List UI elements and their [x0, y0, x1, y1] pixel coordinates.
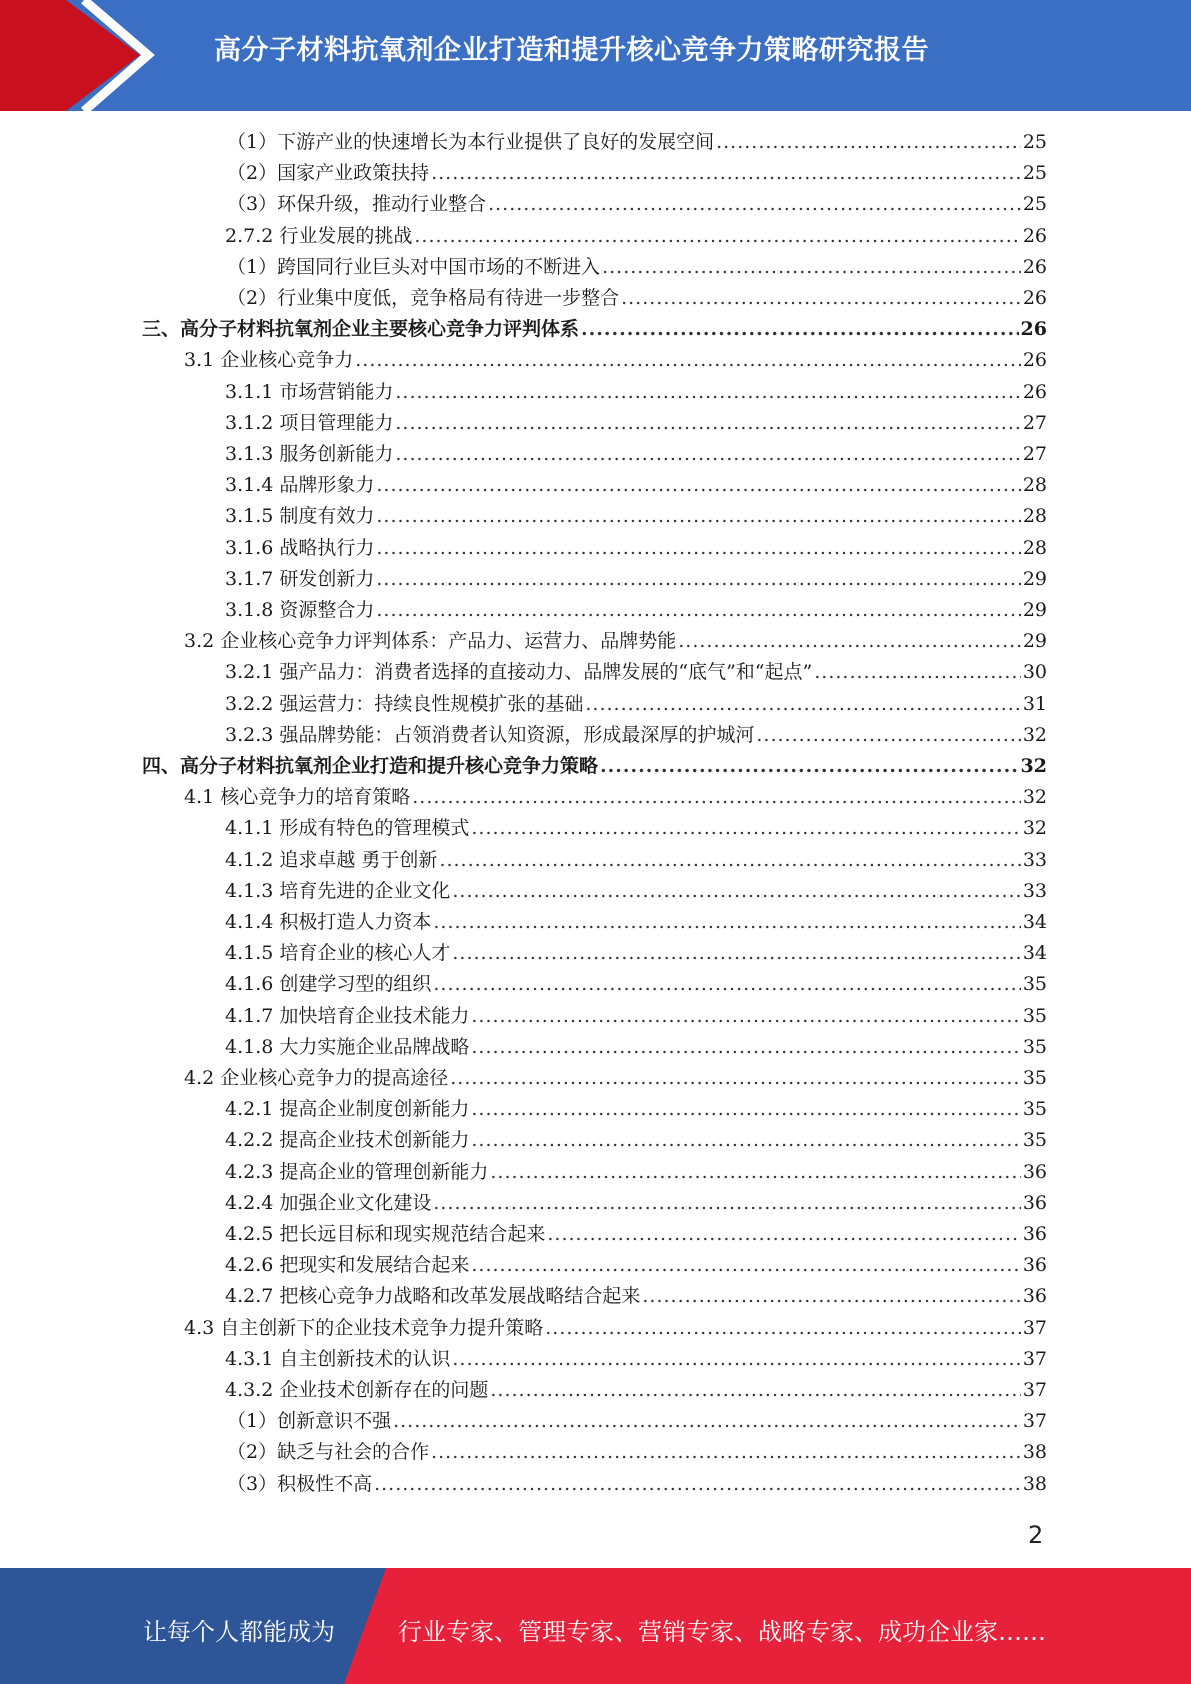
toc-entry-page: 35 [1022, 1035, 1047, 1058]
toc-entry-page: 35 [1022, 1067, 1047, 1089]
toc-entry[interactable] [225, 1375, 1047, 1406]
toc-entry-page: 25 [1022, 162, 1047, 185]
toc-entry[interactable] [225, 876, 1047, 907]
toc-dot-leader [439, 845, 1020, 876]
toc-entry-page: 36 [1022, 1191, 1047, 1214]
toc-dot-leader [433, 907, 1020, 938]
toc-entry-page: 35 [1022, 1129, 1047, 1152]
toc-dot-leader [412, 782, 1021, 813]
toc-dot-leader [376, 564, 1020, 595]
toc-entry-title: 4.2.1 提高企业制度创新能力 [225, 1098, 470, 1121]
toc-entry[interactable] [225, 470, 1047, 501]
toc-dot-leader [756, 720, 1020, 751]
toc-dot-leader [431, 158, 1021, 189]
toc-entry[interactable] [184, 782, 1047, 813]
toc-entry[interactable] [225, 907, 1047, 938]
toc-entry-page: 27 [1022, 443, 1047, 465]
toc-dot-leader [395, 408, 1020, 439]
toc-entry[interactable] [225, 221, 1047, 252]
toc-entry-page: 32 [1022, 817, 1047, 840]
toc-dot-leader [488, 189, 1021, 220]
toc-entry-page: 28 [1022, 474, 1047, 497]
toc-dot-leader [678, 626, 1021, 657]
toc-dot-leader [452, 876, 1020, 907]
toc-dot-leader [374, 1469, 1021, 1500]
toc-entry[interactable] [225, 595, 1047, 626]
toc-entry-page: 35 [1022, 1004, 1047, 1027]
toc-entry-page: 37 [1022, 1379, 1047, 1401]
toc-dot-leader [471, 813, 1020, 844]
toc-entry-title: 4.3.2 企业技术创新存在的问题 [225, 1379, 489, 1401]
toc-entry[interactable] [227, 1406, 1047, 1437]
toc-entry-page: 26 [1022, 287, 1047, 309]
toc-dot-leader [471, 1125, 1020, 1156]
toc-dot-leader [621, 283, 1021, 314]
toc-entry-title: 4.2.3 提高企业的管理创新能力 [225, 1160, 489, 1183]
toc-dot-leader [433, 969, 1020, 1000]
toc-entry-title: 4.1.6 创建学习型的组织 [225, 973, 432, 996]
toc-entry-title: 四、高分子材料抗氧剂企业打造和提升核心竞争力策略 [142, 755, 599, 777]
toc-entry-page: 38 [1022, 1472, 1047, 1495]
toc-dot-leader [602, 252, 1021, 283]
toc-dot-leader [471, 1001, 1020, 1032]
toc-entry-page: 26 [1022, 255, 1047, 278]
toc-entry-title: 4.1.2 追求卓越 勇于创新 [225, 848, 438, 871]
toc-entry-title: 4.3.1 自主创新技术的认识 [225, 1347, 451, 1370]
toc-entry[interactable] [225, 689, 1047, 720]
toc-entry[interactable] [227, 1469, 1047, 1500]
footer-roles: 行业专家、管理专家、营销专家、战略专家、成功企业家…… [398, 1618, 1046, 1646]
toc-dot-leader [393, 1406, 1021, 1437]
toc-entry-page: 33 [1022, 879, 1047, 902]
toc-entry-title: （1）跨国同行业巨头对中国市场的不断进入 [227, 255, 601, 278]
toc-entry-page: 35 [1022, 973, 1047, 996]
toc-dot-leader [814, 657, 1021, 688]
toc-entry-page: 25 [1022, 193, 1047, 216]
toc-dot-leader [490, 1375, 1020, 1406]
toc-entry[interactable] [225, 501, 1047, 532]
toc-entry-page: 32 [1022, 786, 1047, 809]
toc-entry[interactable] [225, 813, 1047, 844]
toc-entry-title: 4.1.5 培育企业的核心人才 [225, 942, 451, 965]
toc-entry-title: 3.2.3 强品牌势能：占领消费者认知资源，形成最深厚的护城河 [225, 723, 755, 746]
toc-entry-page: 28 [1022, 536, 1047, 559]
header-chevron-graphic [0, 0, 160, 111]
toc-dot-leader [547, 1219, 1020, 1250]
toc-entry-title: （2）国家产业政策扶持 [227, 162, 430, 185]
toc-entry[interactable] [225, 1157, 1047, 1188]
toc-entry-title: 4.2.6 把现实和发展结合起来 [225, 1254, 470, 1277]
toc-entry-page: 28 [1022, 505, 1047, 528]
toc-entry-title: （1）创新意识不强 [227, 1410, 392, 1433]
toc-entry-title: 3.2.1 强产品力：消费者选择的直接动力、品牌发展的“底气”和“起点” [225, 661, 813, 684]
toc-entry[interactable] [184, 1313, 1047, 1344]
toc-entry-title: 3.1.4 品牌形象力 [225, 474, 375, 497]
toc-entry-page: 30 [1022, 661, 1047, 684]
toc-entry-title: 4.1.4 积极打造人力资本 [225, 911, 432, 933]
toc-entry-page: 36 [1022, 1285, 1047, 1308]
toc-dot-leader [431, 1437, 1021, 1468]
toc-entry-title: 3.1.1 市场营销能力 [225, 380, 394, 403]
toc-entry[interactable] [184, 626, 1047, 657]
toc-entry-title: 4.2.5 把长远目标和现实规范结合起来 [225, 1223, 546, 1245]
toc-entry[interactable] [227, 127, 1047, 158]
toc-entry-title: 3.1.2 项目管理能力 [225, 411, 394, 434]
toc-entry-title: 4.1.7 加快培育企业技术能力 [225, 1004, 470, 1027]
toc-dot-leader [581, 314, 1019, 345]
toc-dot-leader [376, 595, 1020, 626]
toc-entry[interactable] [225, 1250, 1047, 1281]
toc-entry[interactable] [225, 564, 1047, 595]
toc-dot-leader [716, 127, 1021, 158]
report-title: 高分子材料抗氧剂企业打造和提升核心竞争力策略研究报告 [214, 35, 929, 66]
toc-chapter-entry[interactable] [142, 751, 1047, 782]
toc-chapter-entry[interactable] [142, 314, 1047, 345]
toc-entry-title: 4.3 自主创新下的企业技术竞争力提升策略 [184, 1316, 544, 1339]
toc-dot-leader [490, 1157, 1020, 1188]
toc-entry-title: 4.2.2 提高企业技术创新能力 [225, 1129, 470, 1152]
toc-entry[interactable] [227, 283, 1047, 314]
toc-entry-title: （3）环保升级，推动行业整合 [227, 193, 487, 216]
toc-entry-page: 37 [1022, 1316, 1047, 1339]
toc-dot-leader [450, 1063, 1021, 1094]
toc-entry-page: 26 [1022, 380, 1047, 403]
toc-dot-leader [376, 533, 1020, 564]
page-header [0, 0, 1191, 111]
toc-entry-title: 3.1 企业核心竞争力 [184, 349, 354, 372]
toc-entry[interactable] [225, 377, 1047, 408]
toc-entry-title: 4.2.7 把核心竞争力战略和改革发展战略结合起来 [225, 1285, 641, 1308]
toc-entry-title: 4.1 核心竞争力的培育策略 [184, 786, 411, 809]
toc-entry[interactable] [225, 1001, 1047, 1032]
toc-dot-leader [471, 1094, 1020, 1125]
toc-dot-leader [376, 470, 1020, 501]
footer-slogan: 让每个人都能成为 [143, 1618, 335, 1646]
toc-entry-page: 34 [1022, 942, 1047, 965]
toc-entry[interactable] [225, 1281, 1047, 1312]
toc-entry[interactable] [225, 969, 1047, 1000]
toc-entry-page: 29 [1022, 630, 1047, 653]
toc-entry[interactable] [225, 1188, 1047, 1219]
toc-entry[interactable] [184, 1063, 1047, 1094]
toc-entry-title: 3.2.2 强运营力：持续良性规模扩张的基础 [225, 692, 584, 715]
toc-entry-title: （2）缺乏与社会的合作 [227, 1441, 430, 1464]
toc-entry-page: 32 [1022, 723, 1047, 746]
toc-entry-page: 38 [1022, 1441, 1047, 1464]
toc-entry[interactable] [225, 533, 1047, 564]
toc-entry-title: （2）行业集中度低，竞争格局有待进一步整合 [227, 287, 620, 309]
toc-entry-page: 29 [1022, 567, 1047, 590]
toc-dot-leader [545, 1313, 1021, 1344]
toc-entry-title: 4.1.3 培育先进的企业文化 [225, 879, 451, 902]
toc-entry[interactable] [184, 345, 1047, 376]
toc-dot-leader [395, 377, 1020, 408]
toc-dot-leader [414, 221, 1020, 252]
toc-dot-leader [471, 1250, 1020, 1281]
page-number: 2 [1028, 1521, 1044, 1549]
toc-entry-page: 35 [1022, 1098, 1047, 1121]
toc-entry-title: 3.1.7 研发创新力 [225, 567, 375, 590]
toc-entry-title: 4.1.1 形成有特色的管理模式 [225, 817, 470, 840]
toc-dot-leader [642, 1281, 1020, 1312]
toc-entry[interactable] [225, 938, 1047, 969]
toc-entry[interactable] [225, 1125, 1047, 1156]
toc-entry[interactable] [227, 189, 1047, 220]
toc-entry-title: 4.1.8 大力实施企业品牌战略 [225, 1035, 470, 1058]
toc-entry-page: 37 [1022, 1410, 1047, 1433]
toc-entry-page: 31 [1022, 692, 1047, 715]
toc-entry-title: （1）下游产业的快速增长为本行业提供了良好的发展空间 [227, 131, 715, 153]
toc-entry-title: 2.7.2 行业发展的挑战 [225, 224, 413, 247]
toc-entry-page: 36 [1022, 1223, 1047, 1245]
toc-entry-page: 32 [1020, 755, 1047, 777]
toc-entry-title: 3.1.6 战略执行力 [225, 536, 375, 559]
toc-entry[interactable] [227, 1437, 1047, 1468]
toc-entry-page: 29 [1022, 599, 1047, 621]
toc-dot-leader [471, 1032, 1020, 1063]
toc-entry-page: 34 [1022, 911, 1047, 933]
toc-entry[interactable] [225, 408, 1047, 439]
toc-entry-title: 3.1.3 服务创新能力 [225, 443, 394, 465]
toc-entry-title: 三、高分子材料抗氧剂企业主要核心竞争力评判体系 [142, 318, 580, 341]
toc-entry[interactable] [225, 1094, 1047, 1125]
toc-dot-leader [395, 439, 1020, 470]
toc-entry-title: 4.2 企业核心竞争力的提高途径 [184, 1067, 449, 1089]
page-footer [0, 1568, 1191, 1684]
toc-dot-leader [452, 1344, 1020, 1375]
toc-entry-title: 3.1.8 资源整合力 [225, 599, 375, 621]
toc-entry-page: 26 [1022, 349, 1047, 372]
toc-entry-page: 26 [1022, 224, 1047, 247]
toc-dot-leader [433, 1188, 1020, 1219]
toc-entry-title: （3）积极性不高 [227, 1472, 373, 1495]
toc-dot-leader [376, 501, 1020, 532]
toc-entry-page: 25 [1022, 131, 1047, 153]
toc-dot-leader [452, 938, 1020, 969]
toc-entry-page: 33 [1022, 848, 1047, 871]
toc-entry[interactable] [225, 1344, 1047, 1375]
toc-entry[interactable] [225, 439, 1047, 470]
toc-entry[interactable] [227, 252, 1047, 283]
toc-entry-title: 3.2 企业核心竞争力评判体系：产品力、运营力、品牌势能 [184, 630, 677, 653]
toc-dot-leader [355, 345, 1021, 376]
toc-entry[interactable] [225, 657, 1047, 688]
toc-entry[interactable] [225, 1032, 1047, 1063]
toc-entry-page: 27 [1022, 411, 1047, 434]
toc-entry-page: 37 [1022, 1347, 1047, 1370]
toc-entry-title: 4.2.4 加强企业文化建设 [225, 1191, 432, 1214]
toc-entry[interactable] [225, 720, 1047, 751]
toc-entry[interactable] [225, 1219, 1047, 1250]
toc-entry-page: 36 [1022, 1254, 1047, 1277]
toc-entry[interactable] [225, 845, 1047, 876]
toc-entry-page: 26 [1020, 318, 1047, 341]
toc-dot-leader [600, 751, 1019, 782]
toc-entry-title: 3.1.5 制度有效力 [225, 505, 375, 528]
toc-entry-page: 36 [1022, 1160, 1047, 1183]
toc-entry[interactable] [227, 158, 1047, 189]
toc-dot-leader [585, 689, 1020, 720]
